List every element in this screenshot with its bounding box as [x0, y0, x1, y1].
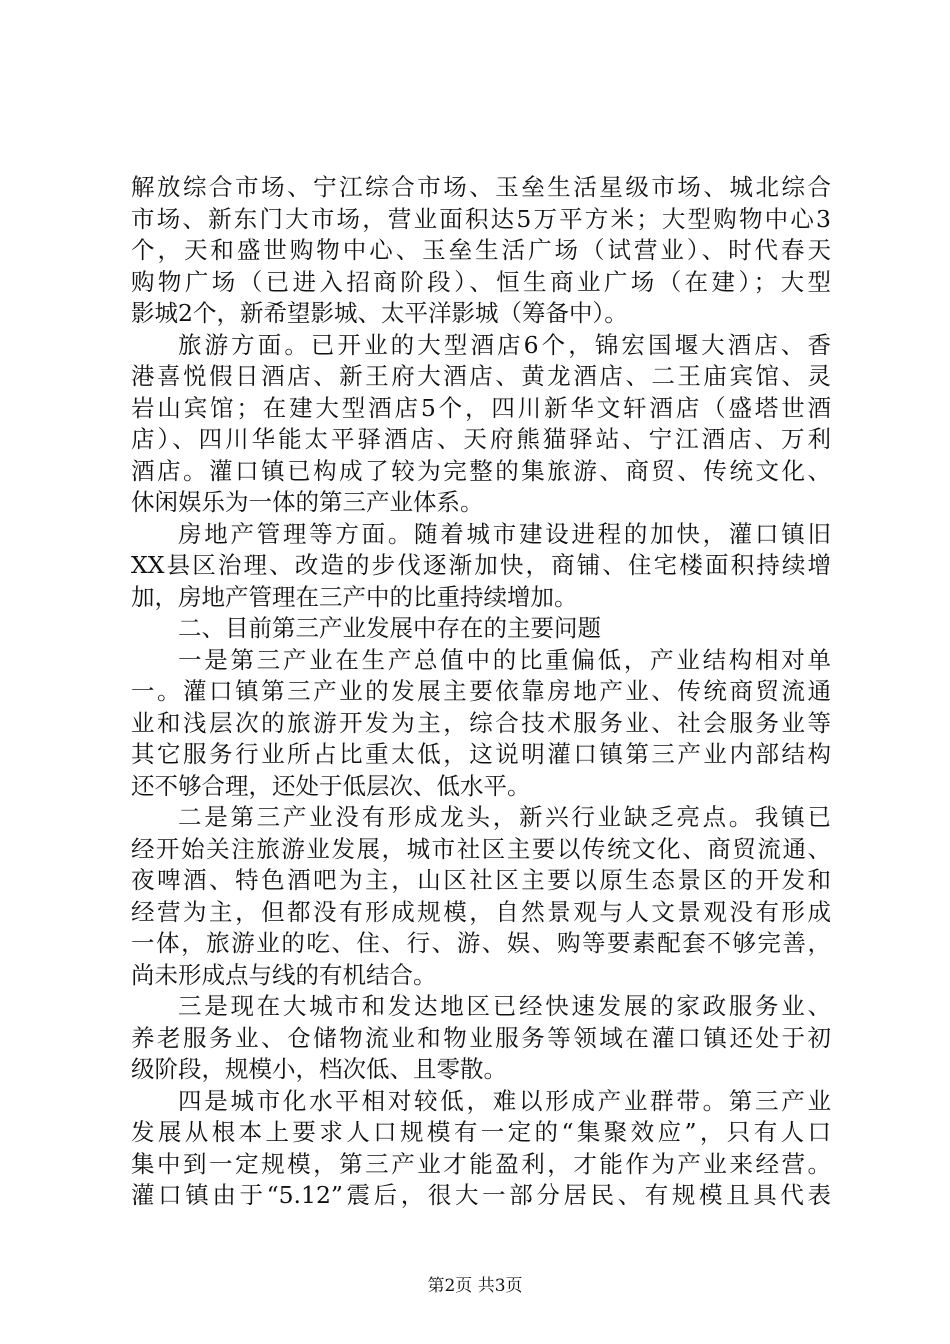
text-line: 个，天和盛世购物中心、玉垒生活广场（试营业）、时代春天 — [131, 236, 831, 264]
text-line: 一体，旅游业的吃、住、行、游、娱、购等要素配套不够完善， — [131, 929, 831, 957]
text-line: 业和浅层次的旅游开发为主，综合技术服务业、社会服务业等 — [131, 708, 831, 737]
text-line: 级阶段，规模小，档次低、且零散。 — [131, 1055, 507, 1083]
text-line: 解放综合市场、宁江综合市场、玉垒生活星级市场、城北综合 — [131, 173, 831, 201]
text-line: 二是第三产业没有形成龙头，新兴行业缺乏亮点。我镇已 — [178, 803, 831, 831]
text-line: 港喜悦假日酒店、新王府大酒店、黄龙酒店、二王庙宾馆、灵 — [131, 362, 831, 390]
text-line: 还不够合理，还处于低层次、低水平。 — [131, 771, 531, 800]
text-line: 发展从根本上要求人口规模有一定的“集聚效应”，只有人口 — [131, 1118, 831, 1146]
text-line: 一是第三产业在生产总值中的比重偏低，产业结构相对单 — [178, 645, 831, 674]
text-line: 店）、四川华能太平驿酒店、天府熊猫驿站、宁江酒店、万利 — [131, 425, 831, 453]
text-line: 养老服务业、仓储物流业和物业服务等领域在灌口镇还处于初 — [131, 1023, 831, 1052]
text-line: 影城2个，新希望影城、太平洋影城（筹备中）。 — [131, 299, 628, 327]
document-body — [131, 172, 831, 1212]
text-line: 房地产管理等方面。随着城市建设进程的加快，灌口镇旧 — [178, 519, 831, 548]
text-line: 夜啤酒、特色酒吧为主，山区社区主要以原生态景区的开发和 — [131, 866, 831, 894]
text-line: XX县区治理、改造的步伐逐渐加快，商铺、住宅楼面积持续增 — [131, 551, 831, 579]
text-line: 经营为主，但都没有形成规模，自然景观与人文景观没有形成 — [131, 897, 831, 926]
text-line: 一。灌口镇第三产业的发展主要依靠房地产业、传统商贸流通 — [131, 677, 831, 705]
text-line: 休闲娱乐为一体的第三产业体系。 — [131, 488, 484, 516]
text-line: 经开始关注旅游业发展，城市社区主要以传统文化、商贸流通、 — [131, 834, 831, 863]
text-line: 二、目前第三产业发展中存在的主要问题 — [178, 614, 601, 642]
page-footer: 第2页 共3页 — [427, 1276, 523, 1296]
text-line: 加，房地产管理在三产中的比重持续增加。 — [131, 582, 578, 611]
text-line: 其它服务行业所占比重太低，这说明灌口镇第三产业内部结构 — [131, 740, 831, 768]
text-line: 灌口镇由于“5.12”震后，很大一部分居民、有规模且具代表 — [131, 1181, 831, 1209]
text-line: 酒店。灌口镇已构成了较为完整的集旅游、商贸、传统文化、 — [131, 456, 831, 485]
text-line: 四是城市化水平相对较低，难以形成产业群带。第三产业 — [178, 1086, 831, 1115]
text-line: 岩山宾馆；在建大型酒店5个，四川新华文轩酒店（盛塔世酒 — [131, 393, 831, 422]
text-line: 集中到一定规模，第三产业才能盈利，才能作为产业来经营。 — [131, 1149, 831, 1178]
text-line: 购物广场（已进入招商阶段）、恒生商业广场（在建）；大型 — [131, 267, 831, 296]
text-line: 尚未形成点与线的有机结合。 — [131, 960, 437, 989]
text-line: 三是现在大城市和发达地区已经快速发展的家政服务业、 — [178, 992, 831, 1020]
text-line: 旅游方面。已开业的大型酒店6个，锦宏国堰大酒店、香 — [178, 330, 831, 359]
text-line: 市场、新东门大市场，营业面积达5万平方米；大型购物中心3 — [131, 204, 831, 233]
